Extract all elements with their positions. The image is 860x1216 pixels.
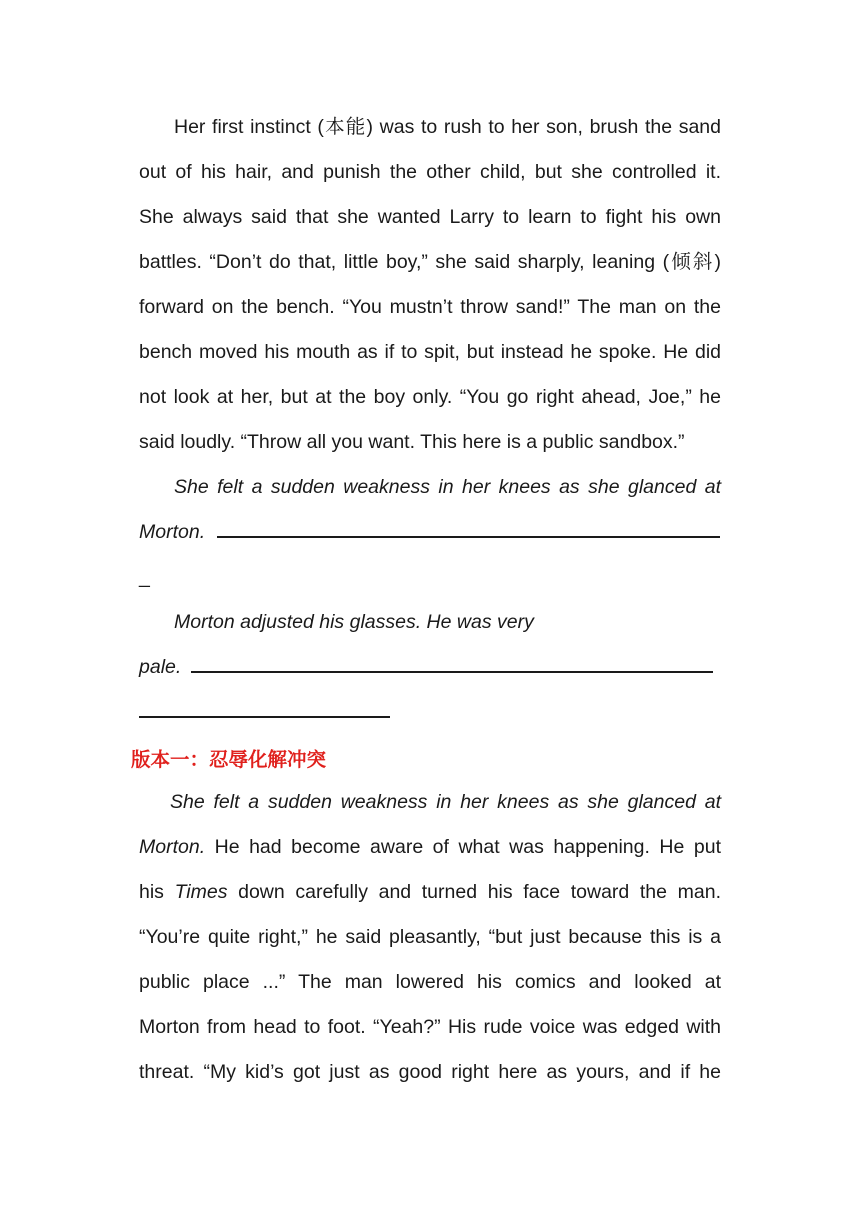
paragraph-line: threat. “My kid’s got just as good right here as yours, and if he xyxy=(139,1061,721,1083)
paragraph-line: battles. “Don’t do that, little boy,” she said sharply, leaning (倾斜) xyxy=(139,251,721,273)
prompt-sentence: Morton adjusted his glasses. He was very xyxy=(174,611,534,633)
text-run: down carefully and turned his face toward the man. xyxy=(227,881,721,903)
paragraph-line: She always said that she wanted Larry to learn to fight his own xyxy=(139,206,721,228)
paragraph-line: Morton from head to foot. “Yeah?” His rude voice was edged with xyxy=(139,1016,721,1038)
answer-blank[interactable] xyxy=(191,653,713,673)
answer-blank-trail: _ xyxy=(139,566,150,588)
paragraph-line: She felt a sudden weakness in her knees as she glanced at xyxy=(170,791,721,813)
paragraph-line: Her first instinct (本能) was to rush to her son, brush the sand xyxy=(174,116,721,138)
paragraph-line: out of his hair, and punish the other child, but she controlled it. xyxy=(139,161,721,183)
answer-blank[interactable] xyxy=(139,698,390,718)
paragraph-line xyxy=(139,870,721,915)
answer-blank-line xyxy=(139,690,721,735)
text-run: He had become aware of what was happening. He put xyxy=(205,836,721,858)
paragraph-line: public place ...” The man lowered his comics and looked at xyxy=(139,971,721,993)
paragraph-line: forward on the bench. “You mustn’t throw sand!” The man on the xyxy=(139,296,721,318)
paragraph-line: not look at her, but at the boy only. “You go right ahead, Joe,” he xyxy=(139,386,721,408)
paragraph-line: “You’re quite right,” he said pleasantly, “but just because this is a xyxy=(139,926,721,948)
prompt-word: Morton. xyxy=(139,521,206,543)
italic-word: Morton. xyxy=(139,836,206,858)
prompt-word: pale. xyxy=(139,656,182,678)
paragraph-line xyxy=(139,825,721,870)
prompt-sentence: She felt a sudden weakness in her knees as she glanced at xyxy=(174,476,721,498)
italic-word: Times xyxy=(174,881,228,903)
text-run: his xyxy=(139,881,175,903)
prompt-line xyxy=(139,645,721,690)
answer-blank[interactable] xyxy=(217,518,720,538)
paragraph-line: bench moved his mouth as if to spit, but instead he spoke. He did xyxy=(139,341,721,363)
prompt-line xyxy=(139,510,721,555)
paragraph-line: said loudly. “Throw all you want. This here is a public sandbox.” xyxy=(139,431,685,453)
section-heading: 版本一：忍辱化解冲突 xyxy=(131,748,327,771)
